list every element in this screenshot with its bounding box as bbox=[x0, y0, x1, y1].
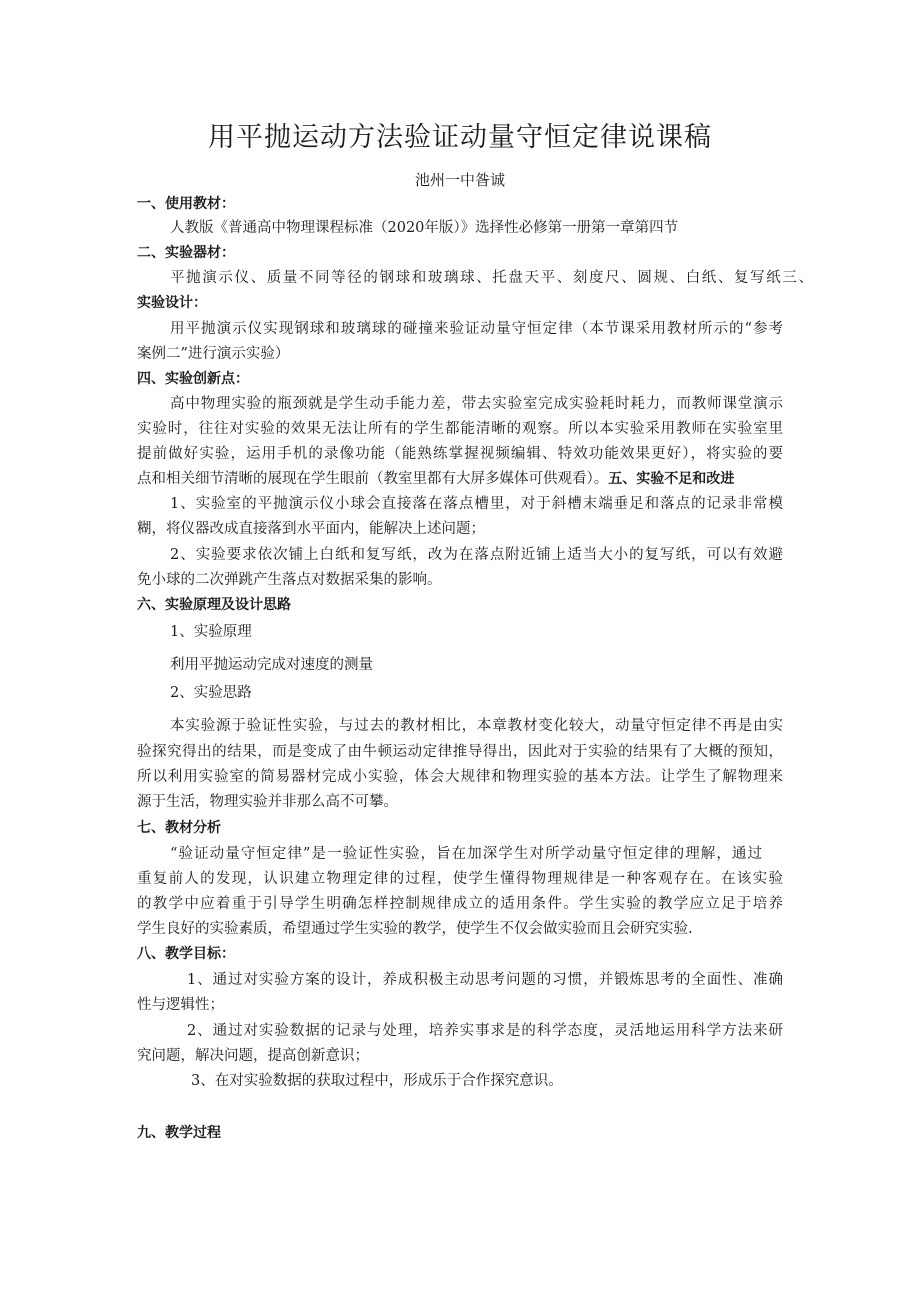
paragraph-line bbox=[137, 469, 734, 489]
subheading: 2、实验思路 bbox=[170, 685, 252, 701]
list-item: 2、通过对实验数据的记录与处理，培养实事求是的科学态度，灵活地运用科学方法来研 bbox=[187, 1023, 783, 1039]
author-line: 池州一中昝诚 bbox=[414, 171, 505, 189]
paragraph-line: 用平抛演示仪实现钢球和玻璃球的碰撞来验证动量守恒定律（本节课采用教材所示的“参考 bbox=[170, 321, 783, 337]
paragraph-line: 源于生活，物理实验并非那么高不可攀。 bbox=[137, 794, 398, 810]
list-item-continuation: 性与逻辑性； bbox=[137, 997, 224, 1013]
paragraph-line: 所以利用实验室的简易器材完成小实验，体会大规律和物理实验的基本方法。让学生了解物理来 bbox=[137, 769, 783, 785]
section-heading-innovation: 四、实验创新点： bbox=[137, 371, 249, 387]
paragraph-line: 高中物理实验的瓶颈就是学生动手能力差，带去实验室完成实验耗时耗力，而教师课堂演示 bbox=[170, 396, 783, 412]
paragraph-line: 重复前人的发现，认识建立物理定律的过程，使学生懂得物理规律是一种客观存在。在该实验 bbox=[137, 871, 783, 887]
list-item-continuation: 究问题，解决问题，提高创新意识； bbox=[137, 1048, 369, 1064]
paragraph-line: 人教版《普通高中物理课程标准（2020年版）》选择性必修第一册第一章第四节 bbox=[170, 220, 679, 236]
section-heading-principle: 六、实验原理及设计思路 bbox=[137, 597, 291, 613]
list-item: 1、实验室的平抛演示仪小球会直接落在落点槽里，对于斜槽末端垂足和落点的记录非常模 bbox=[170, 496, 783, 512]
paragraph-line: 实验时，往往对实验的效果无法让所有的学生都能清晰的观察。所以本实验采用教师在实验室里 bbox=[137, 421, 783, 437]
paragraph-line: 提前做好实验，运用手机的录像功能（能熟练掌握视频编辑、特效功能效果更好），将实验的要 bbox=[137, 446, 783, 462]
paragraph-line: 利用平抛运动完成对速度的测量 bbox=[170, 657, 373, 673]
list-item-continuation: 糊，将仪器改成直接落到水平面内，能解决上述问题； bbox=[137, 521, 485, 537]
paragraph-line: 案例二”进行演示实验） bbox=[137, 346, 290, 362]
paragraph-line: 本实验源于验证性实验，与过去的教材相比，本章教材变化较大，动量守恒定律不再是由实 bbox=[170, 718, 783, 734]
paragraph-line: 的教学中应着重于引导学生明确怎样控制规律成立的适用条件。学生实验的教学应立足于培养 bbox=[137, 896, 783, 912]
section-heading-textbook-analysis: 七、教材分析 bbox=[137, 820, 221, 836]
section-heading-design: 实验设计： bbox=[137, 295, 207, 311]
section-heading-shortcomings: 五、实验不足和改进 bbox=[608, 471, 735, 487]
list-item: 3、在对实验数据的获取过程中，形成乐于合作探究意识。 bbox=[191, 1073, 563, 1089]
paragraph-line: 平抛演示仪、质量不同等径的钢球和玻璃球、托盘天平、刻度尺、圆规、白纸、复写纸三、 bbox=[170, 270, 813, 286]
section-heading-teaching-goals: 八、教学目标： bbox=[137, 946, 235, 962]
paragraph-text: 点和相关细节清晰的展现在学生眼前（教室里都有大屏多媒体可供观看）。 bbox=[137, 471, 609, 487]
paragraph-line: “验证动量守恒定律”是一验证性实验，旨在加深学生对所学动量守恒定律的理解，通过 bbox=[170, 846, 762, 862]
list-item-continuation: 免小球的二次弹跳产生落点对数据采集的影响。 bbox=[137, 572, 442, 588]
list-item: 1、通过对实验方案的设计，养成积极主动思考问题的习惯，并锻炼思考的全面性、准确 bbox=[187, 972, 783, 988]
section-heading-teaching-process: 九、教学过程 bbox=[137, 1125, 221, 1141]
page-title: 用平抛运动方法验证动量守恒定律说课稿 bbox=[208, 122, 712, 153]
list-item: 2、实验要求依次铺上白纸和复写纸，改为在落点附近铺上适当大小的复写纸，可以有效避 bbox=[170, 547, 783, 563]
section-heading-materials: 一、使用教材： bbox=[137, 196, 235, 212]
section-heading-equipment: 二、实验器材： bbox=[137, 245, 235, 261]
subheading: 1、实验原理 bbox=[170, 624, 252, 640]
paragraph-line: 学生良好的实验素质，希望通过学生实验的教学，使学生不仅会做实验而且会研究实验. bbox=[137, 921, 693, 937]
paragraph-line: 验探究得出的结果，而是变成了由牛顿运动定律推导得出，因此对于实验的结果有了大概的预知， bbox=[137, 744, 783, 760]
